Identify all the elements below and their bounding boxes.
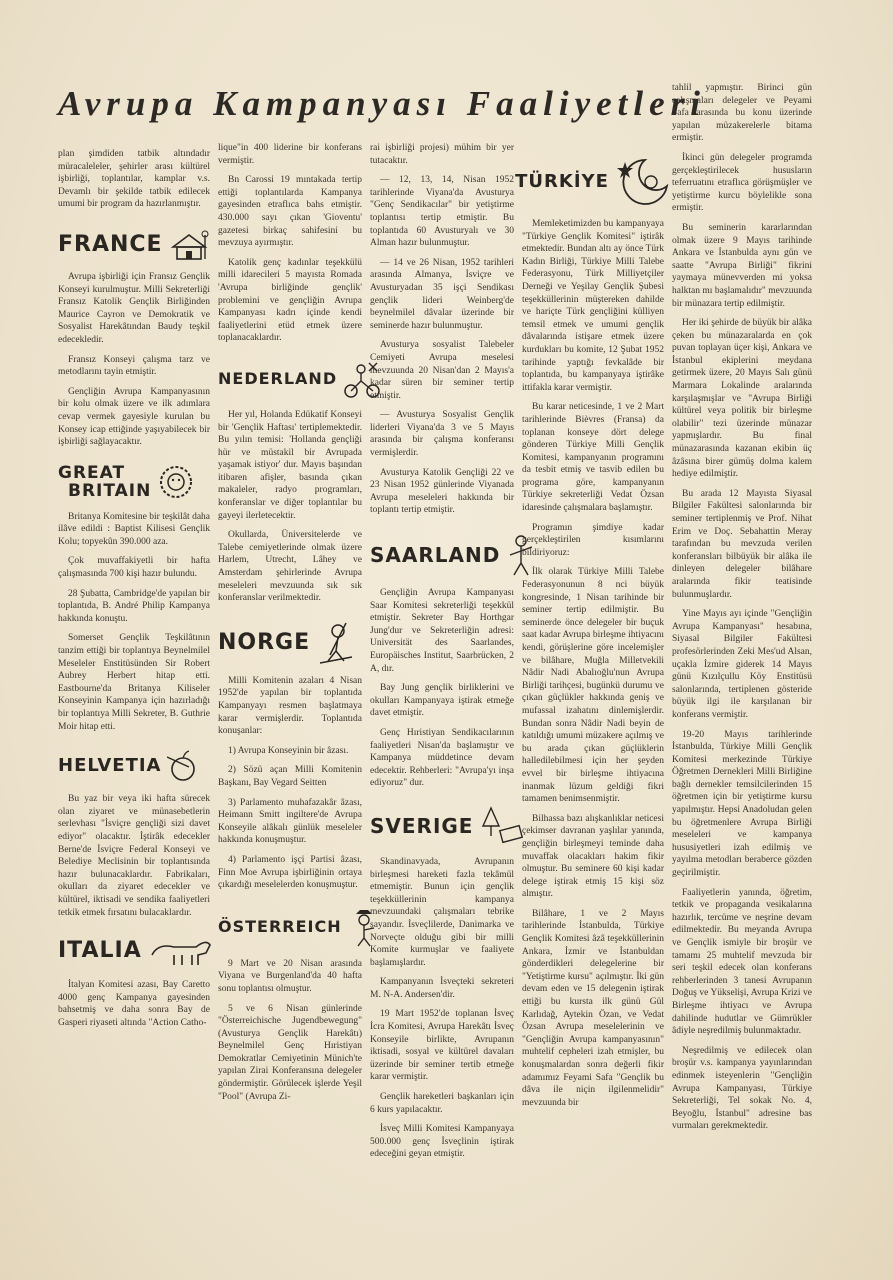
osterreich-paragraph: Avusturya Katolik Gençliği 22 ve 23 Nisan 1952 günlerinde Viyanada Avrupa meseleleri hakkında bir toplantı tertip etmiştir. (370, 467, 514, 516)
column-4 (515, 154, 664, 1116)
norge-paragraph: Milli Komitenin azaları 4 Nisan 1952'de yapılan bir toplantıda Kampanyayı resmen başlatmaya karar vermişlerdir. Toplantıda konuşanlar: (218, 675, 362, 737)
lion-icon (157, 463, 195, 501)
sverige-logo-text: SVERIGE (370, 813, 474, 838)
column-2 (218, 142, 362, 1110)
osterreich-logo-text: ÖSTERREICH (218, 917, 342, 937)
italia-logo-text: ITALIA (58, 937, 142, 963)
turkiye-paragraph: İkinci gün delegeler programda gerçekleştirilecek hususların teferruatını etraflıca görüşmüşler ve yetiştirme kurcu böylelikle sona ermiştir. (672, 152, 812, 214)
norge-list-item: 3) Parlamento muhafazakâr âzası, Heimann Smitt ingiltere'de Avrupa Konseyile alâkalı günlük meseleler hakkında konuşmuştur. (218, 797, 362, 846)
sverige-paragraph: 19 Mart 1952'de toplanan İsveç İcra Komitesi, Avrupa Harekâtı İsveç Konseyile birlikte, Avrupanın iktisadi, sosyal ve kültürel davaları üzerinde bir seminer tertib etmeğe karar vermiştir. (370, 1009, 514, 1083)
page-title: Avrupa Kampanyası Faaliyetleri (58, 84, 706, 123)
norge-list-item: 4) Parlamento işçi Partisi âzası, Finn Moe Avrupa işbirliğinin ortaya çıkardığı meselelerden konuşmuştur. (218, 854, 362, 891)
turkiye-paragraph: tahlil yapmıştır. Birinci gün çalışmaları delegeler ve Peyami Safa arasında bu konu üzerinde yapılan müzakerelerle bitama ermiştir. (672, 83, 812, 144)
helvetia-paragraph: Bu yaz bir veya iki hafta sürecek olan ziyaret ve münasebetlerin serlevhası "İsviçre gençliği sizi davet ediyor" olacaktır. İştirâk edecekler Berne'de İsviçre Federal Konseyi ve Belediye Meclisinin bir toplantısında hazır bulunacaklardır. Fabrikaları, okulları da ziyaret edecekler ve kültürel, iktisadi ve sendika faaliyetleri tetkik etmek fırsatını bulacaklardır. (58, 794, 210, 918)
saarland-paragraph: Bay Jung gençlik birliklerini ve okulları Kampanyaya iştirak etmeğe davet etmiştir. (370, 683, 514, 719)
norge-logo-text: NORGE (218, 629, 311, 655)
turkiye-paragraph: Bilâhare, 1 ve 2 Mayıs tarihlerinde İstanbulda, Türkiye Gençlik Komitesi âzâ teşekküllerinin Ankara, İzmir ve İstanbuldan gönderdikleri delegelerine bir "Yetiştirme kursu" açılmıştır. İki gün devam eden ve 15 delegenin iştirak ettiği bu kursta ilk günü Gül Karlıdağ, Aytekin Özan, ve Vedat Özsan Avrupa meselelerinin ve "Gençliğin Avrupa kampanyasının" muhtelif cepheleri izah etmişler, bu konuşmalardan sonra değerli fikir adamımız Feyami Safa "Gençlik bu dâva ile niçin ilgilenmelidir" mevzuunda bir (522, 908, 664, 1108)
france-paragraph: Gençliğin Avrupa Kampanyasının bir kolu olmak üzere ve ilk adımlara cevap vermek gayesiyle kurulan bu Konsey icap ettiğinde yaşıyabilecek bir işbirliği sağlayacaktır. (58, 386, 210, 448)
osterreich-paragraph: 5 ve 6 Nisan günlerinde "Österreichische Jugendbewegung" (Avusturya Gençlik Harekâtı) Beynelmilel Genç Hıristiyan Demokratlar Cemiyetinin Münich'te yapılan Zirai Konferansına delegeler göndermiştir. Görülecek işlerde Yeşil "Pool" (Avrupa Zi- (218, 1003, 362, 1102)
saarland-logo (370, 533, 514, 577)
osterreich-paragraph: — 14 ve 26 Nisan, 1952 tarihleri arasında Almanya, İsviçre ve Avusturyadan 35 işçi Sendikası gençlik lideri Weinberg'de beynelmilel dâvalar üzerinde bir seminerde hazır bulunmuştur. (370, 257, 514, 331)
great-britain-paragraph: Britanya Komitesine bir teşkilât daha ilâve edildi : Baptist Kilisesi Gençlik Kolu; topyekûn 390.000 aza. (58, 511, 210, 547)
france-paragraph: Fransız Konseyi çalışma tarz ve metodlarını tayin etmiştir. (58, 354, 210, 378)
turkiye-paragraph: İlk olarak Türkiye Milli Talebe Federasyonunun 8 nci büyük kongresinde, 1 Nisan tarihinde bir seminer tertip edilmiştir. Bu seminerde önce delegeler bir buçuk saat kadar Avrupa birleşme ihtiyacını kendi, görüşlerine göre incelemişler ve bilâhare, Muğla Milletvekili Nâdir Nadi Abalıoğlu'nun Avrupa Birliği tarihçesi, bugünkü durumu ve çıkan güçlükler hakkında geniş ve mufassal izahatını dinlemişlerdir. Bundan sonra Nâdir Nadi beyin de katıldığı umumi müzakere açılmış ve bu arada çıkan güçlüklerin halledilebilmesi için her şeyden evvel bir birleşme ihtiyacına inanmak lüzum geldiği fikri tamamen benimsenmiştir. (522, 567, 664, 805)
matchbox-tree-icon (479, 806, 523, 846)
skier-icon (316, 621, 356, 665)
france-logo-text: FRANCE (58, 231, 163, 257)
turkiye-paragraph: Bu arada 12 Mayısta Siyasal Bilgiler Fakültesi salonlarında bir seminer tertiplenmiş ve Prof. Nihat Erim ve Doç. Sebahattin Meray tarafından bu mevzuda verilen konferansları bilbüyük bir alâka ile dinleyen delegeler bilâhare aralarında fikir teatisinde bulunmuşlardır. (672, 488, 812, 600)
saarland-paragraph: Genç Hıristiyan Sendikacılarının faaliyetleri Nisan'da başlamıştır ve Kampanya müddetince devam edecektir. Rehberleri: "Avrupa'yı inşa ediyoruz" dur. (370, 727, 514, 789)
sverige-paragraph: Kampanyanın İsveçteki sekreteri M. N-A. Andersen'dir. (370, 977, 514, 1000)
turkiye-logo (515, 156, 664, 208)
saarland-logo-text: SAARLAND (370, 542, 501, 567)
france-logo (58, 229, 210, 261)
norge-logo (218, 621, 362, 665)
sverige-paragraph: Skandinavyada, Avrupanın birleşmesi hareketi fazla tekâmül etmemiştir. Bunun için gençlik teşekküllerinin kampanya mevzuundaki çalışmaları tebrike şayandır. İsveçlilerde, Danimarka ve Norveçte olduğu gibi bir milli Komite kurmuşlar ve faaliyete başlamışlardır. (370, 856, 514, 968)
great-britain-logo (58, 463, 210, 501)
italia-paragraph: İtalyan Komitesi azası, Bay Caretto 4000 genç Kampanya gayesinden bahsetmiş ve daha sonra Bay de Gasperi riyaseti altında "Action Catho- (58, 980, 210, 1028)
turkiye-paragraph: Bilhassa bazı alışkanlıklar neticesi çekimser davranan yaşlılar yanında, gençliğin birleşmeyi teminde daha muvaffak olacakları hakim fikir olmuştur. Bu seminere 60 kişi kadar delege iştirak etmiş 15 kişi söz almıştır. (522, 813, 664, 900)
italia-logo (58, 933, 210, 969)
osterreich-paragraph: rai işbirliği projesi) mühim bir yer tutacaktır. (370, 143, 514, 166)
turkiye-paragraph: Bu seminerin kararlarından olmak üzere 9 Mayıs tarihinde Ankara ve İstanbulda aynı gün ve saatte "Avrupa Birliği" fikrini yaymaya münevverden mi yoksa halktan mı başlamalıdır" mevzuunda bir münazara tertip edilmiştir. (672, 222, 812, 309)
turkiye-logo-text: TÜRKİYE (515, 170, 609, 192)
italia-paragraph: Katolik genç kadınlar teşekkülü milli idarecileri 5 mayısta Romada 'Avrupa birliğinde gençlik' problemini ve gençliğin Avrupa Kampanyası kadrı içinde kendi faaliyetlerini etüd etmek üzere toplanacaklardır. (218, 257, 362, 344)
norge-list-item: 2) Sözü açan Milli Komitenin Başkanı, Bay Vegard Seitten (218, 765, 362, 788)
great-britain-logo-line-2: BRITAIN (68, 480, 152, 501)
osterreich-logo (218, 908, 362, 948)
sverige-logo (370, 806, 514, 846)
nederland-logo (218, 359, 362, 399)
great-britain-paragraph: Somerset Gençlik Teşkilâtının tanzim ettiği bir toplantıya Beynelmilel Meseleler Enstitüsünden Sir Robert Aubrey Herbert hitap etti. Eastbourne'da Britanya Kiliseler Konseyinin Kampanya için hazırladığı bir toplantıya Milli Sekreter, B. Guthrie Moir hitap etti. (58, 633, 210, 732)
osterreich-paragraph: Avusturya sosyalist Talebeler Cemiyeti Avrupa meselesi mevzuunda 20 Nisan'dan 2 Mayıs'a kadar süren bir seminer tertip etmiştir. (370, 340, 514, 401)
apple-arrow-icon (167, 749, 199, 783)
italia-paragraph: lique"in 400 liderine bir konferans vermiştir. (218, 143, 362, 166)
sverige-paragraph: İsveç Milli Komitesi Kampanyaya 500.000 genç İsveçlinin iştirak edeceğini geyan etmiştir. (370, 1124, 514, 1160)
column-1 (58, 148, 210, 1037)
norge-list-item: 1) Avrupa Konseyinin bir âzası. (228, 745, 349, 756)
nederland-paragraph: Okullarda, Üniversitelerde ve Talebe cemiyetlerinde olmak üzere Harlem, Utrecht, Lâhey ve Amsterdam şehirlerinde Avrupa meseleleri mevzuunda sık sık konferanslar verilmektedir. (218, 530, 362, 604)
italia-paragraph: Bn Carossi 19 mıntakada tertip ettiği toplantılarda Kampanya gayesinden etraflıca bahs etmiştir. 430.000 sayı çıkan 'Gioventu' gazetesi birkaç sahifesini bu mevzuya ayırmıştır. (218, 175, 362, 249)
wolf-icon (148, 933, 214, 969)
crescent-star-icon (615, 156, 671, 208)
great-britain-logo-line-1: GREAT (58, 462, 126, 483)
column-5 (672, 82, 812, 1140)
turkiye-paragraph: Memleketimizden bu kampanyaya "Türkiye Gençlik Komitesi" iştirâk etmektedir. Bundan altı ay önce Türk Kadın Birliği, Türkiye Milli Talebe Federasyonu, Türk Milliyetçiler Derneği ve Yeşilay Gençlik Şubesi teşekküllerinin müştereken dahilde ve hariçte Türk gençliğini külliyen temsil etmek ve umumi gençlik dâvalarında istişare etmek üzere kurdukları bu komite, 12 Şubat 1952 tarihinde yaptığı fevkalâde bir toplantıda, bu kampanyaya iştirâke ittifakla karar vermiştir. (522, 219, 664, 393)
osterreich-paragraph: — Avusturya Sosyalist Gençlik liderleri Viyana'da 3 ve 5 Mayıs arasında bir çalışma konferansı vermişlerdir. (370, 410, 514, 459)
turkiye-paragraph: Neşredilmiş ve edilecek olan broşür v.s. kampanya yayınlarından edinmek isteyenlerin "Gençliğin Avrupa Kampanyası, Türkiye Sekreterliği, Tel sokak No. 4, Beyoğlu, İstanbul" adresine bas vurmaları gerekmektedir. (672, 1045, 812, 1132)
great-britain-paragraph: 28 Şubatta, Cambridge'de yapılan bir toplantıda, B. André Philip Kampanya hakkında konuştu. (58, 588, 210, 624)
osterreich-paragraph: — 12, 13, 14, Nisan 1952 tarihlerinde Viyana'da Avusturya "Genç Sendikacılar" bir yetiştirme toplantısı tertip etmiştir. Bu toplantıda 60 Avusturyalı ve 30 Alman hazır bulunmuştur. (370, 175, 514, 249)
sverige-paragraph: Gençlik hareketleri başkanları için 6 kurs yapılacaktır. (370, 1092, 514, 1115)
intro-paragraph: plan şimdiden tatbik altındadır müracaleleler, şehirler arası kültürel işbirliği, toplantılar, kamplar v.s. Devamlı bir şekilde tatbik edilecek umumi bir program da hazırlanmıştır. (58, 149, 210, 210)
turkiye-paragraph: Bu karar neticesinde, 1 ve 2 Mart tarihlerinde Bièvres (Fransa) da toplanan konseye dört delege gönderen Türkiye Milli Gençlik Komitesi, kampanyanın programını da tesbit etmiş ve tasvib edilen bu programa göre, kampanyanın Türkiye sekreterliği Vedat Özsan idaresinde çalışmalara başlamıştır. (522, 402, 664, 514)
turkiye-paragraph: Yine Mayıs ayı içinde "Gençliğin Avrupa Kampanyası" hesabına, Siyasal Bilgiler Fakültesi profesörlerinden Zeki Mes'ud Alsan, uçakla İzmire giderek 14 Mayıs günü Kızılçullu Köy Enstitüsü salonlarında, tertiplenen gösteride büyük ilgi ile karşılanan bir konferans vermiştir. (672, 609, 812, 720)
house-icon (169, 229, 211, 261)
helvetia-logo-text: HELVETIA (58, 754, 162, 776)
column-3 (370, 142, 514, 1168)
helvetia-logo (58, 749, 210, 783)
turkiye-paragraph: Her iki şehirde de büyük bir alâka çeken bu münazaralarda en çok puvan toplayan üçer kişi, Ankara ve İstanbul ekiplerini meydana getirmek üzere, 20 Mayıs Salı günü Marmara Lokalinde aralarında karşılaşmışlar ve "Avrupa Birliği kültürel veya politik bir birleşme olabilir" tezi üzerinde münazar yapmışlardır. Bu final münazarasında kazanan ekibin üç âzâsına birer gümüş dolma kalem hediye edilmiştir. (672, 318, 812, 480)
turkiye-paragraph: Faaliyetlerin yanında, öğretim, tetkik ve propaganda vesikalarına hazırlık, tercüme ve neşrine devam edilmektedir. Bu meyanda Avrupa ve Gençlik ismiyle bir broşür ve tamamı 25 muhtelif mevzuda bir seri teşkil edecek olan konferans rehberlerinden 3 tanesi Avrupanın Doğuş ve Yükselişi, Avrupa Krizi ve Birleşme ihtiyacı ve Avrupa dahilinde hudutlar ve Gümrükler âdiyle neşredilmiş bulunmaktadır. (672, 887, 812, 1037)
nederland-paragraph: Her yıl, Holanda Edükatif Konseyi bir 'Gençlik Haftası' tertiplemektedir. Bu yılın temisi: 'Hollanda gençliği hür ve müstakil bir Avrupada yaşamak istiyor' dur. Mayıs başından itibaren afişler, basında çıkan makaleler, radyo programları, konferanslar ve diğer toplantılar bu gayeyi ilerletecektir. (218, 409, 362, 521)
turkiye-paragraph: Programın şimdiye kadar gerçekleştirilen kısımlarını bildiriyoruz: (522, 522, 664, 558)
turkiye-paragraph: 19-20 Mayıs tarihlerinde İstanbulda, Türkiye Milli Gençlik Komitesi merkezinde Türkiye Öğretmen Dernekleri Milli Birliğine bağlı dernekler temsilcilerinden 15 öğretmen için bir yetiştirme kursu yapılmıştır. Hepsi Anadoludan gelen bu öğretmenlere Avrupa Birliği meseleleri ve kampanya hususiyetleri izah edilmiş ve yayılma metodları beraberce gözden geçirilmiştir. (672, 729, 812, 879)
nederland-logo-text: NEDERLAND (218, 368, 338, 388)
osterreich-paragraph: 9 Mart ve 20 Nisan arasında Viyana ve Burgenland'da 40 hafta sonu toplantısı olmuştur. (218, 958, 362, 994)
great-britain-paragraph: Çok muvaffakiyetli bir hafta çalışmasında 700 kişi hazır bulundu. (58, 556, 210, 580)
saarland-paragraph: Gençliğin Avrupa Kampanyası Saar Komitesi sekreterliği teşekkül etmiştir. Sekreter Bay Horthgar Jung'dur ve Sekreterliğin adresi: Universität des Saarlandes, Europäisches Institut, Saarbrücken, 2 A, dır. (370, 588, 514, 674)
france-paragraph: Avrupa işbirliği için Fransız Gençlik Konseyi kurulmuştur. Milli Sekreterliği Fransız Katolik Gençlik Birliğinden Maurice Cayron ve Demokratik ve Sosyalist Harekâtından Baudy teşkil edecekledir. (58, 271, 210, 345)
